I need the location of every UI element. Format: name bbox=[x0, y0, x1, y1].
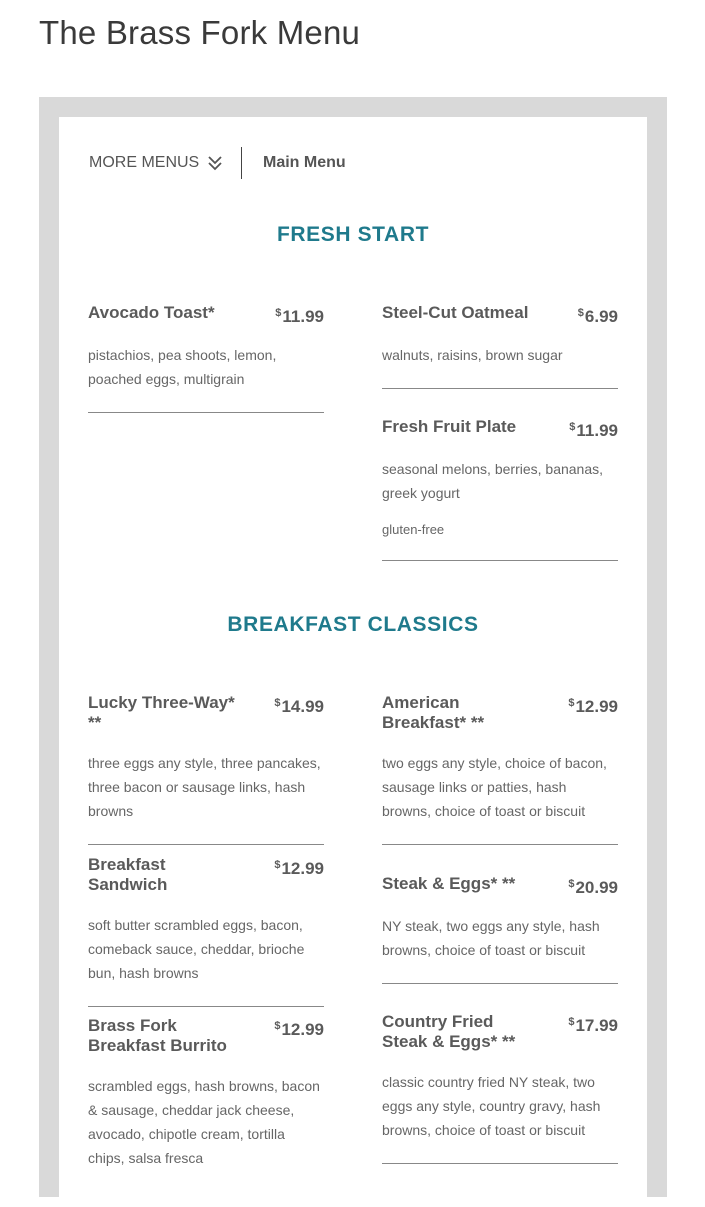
currency-symbol: $ bbox=[568, 697, 575, 709]
divider bbox=[382, 560, 618, 561]
menu-item bbox=[382, 693, 618, 845]
item-name: Brass Fork Breakfast Burrito bbox=[88, 1016, 227, 1055]
menu-item bbox=[382, 303, 618, 389]
item-description: pistachios, pea shoots, lemon, poached eggs, multigrain bbox=[88, 347, 277, 387]
item-name: Lucky Three-Way* ** bbox=[88, 693, 235, 732]
item-name: Breakfast Sandwich bbox=[88, 855, 168, 894]
section-title: BREAKFAST CLASSICS bbox=[227, 613, 479, 636]
divider bbox=[382, 844, 618, 845]
dietary-tag: gluten-free bbox=[382, 522, 445, 537]
menu-frame bbox=[39, 97, 667, 1197]
item-price: $11.99 bbox=[569, 421, 618, 440]
current-menu-tab[interactable]: Main Menu bbox=[263, 154, 346, 171]
currency-symbol: $ bbox=[577, 307, 584, 319]
menu-item bbox=[88, 693, 324, 845]
item-description: two eggs any style, choice of bacon, sausage links or patties, hash browns, choice of toast or biscuit bbox=[382, 755, 607, 819]
currency-symbol: $ bbox=[274, 859, 281, 871]
item-description: NY steak, two eggs any style, hash browns, choice of toast or biscuit bbox=[382, 918, 600, 958]
divider bbox=[88, 412, 324, 413]
menu-divider bbox=[241, 147, 242, 179]
item-name: Steak & Eggs* ** bbox=[382, 874, 516, 893]
item-price: $14.99 bbox=[274, 697, 324, 716]
menu-card bbox=[59, 117, 647, 1207]
menu-item bbox=[382, 1012, 618, 1164]
double-chevron-down-icon bbox=[207, 155, 223, 171]
currency-symbol: $ bbox=[274, 1020, 281, 1032]
item-name: Country Fried Steak & Eggs* ** bbox=[382, 1012, 516, 1051]
currency-symbol: $ bbox=[568, 878, 575, 890]
divider bbox=[382, 1163, 618, 1164]
divider bbox=[88, 1006, 324, 1007]
item-description: scrambled eggs, hash browns, bacon & sausage, cheddar jack cheese, avocado, chipotle cream, tortilla chips, salsa fresca bbox=[88, 1078, 320, 1166]
menu-item bbox=[88, 855, 324, 1007]
menu-item bbox=[382, 874, 618, 984]
divider bbox=[382, 983, 618, 984]
item-price: $12.99 bbox=[274, 1020, 324, 1039]
item-price: $20.99 bbox=[568, 878, 618, 897]
item-description: classic country fried NY steak, two eggs any style, country gravy, hash browns, choice of toast or biscuit bbox=[382, 1074, 601, 1138]
menu-item bbox=[88, 303, 324, 413]
item-description: seasonal melons, berries, bananas, greek yogurt bbox=[382, 461, 604, 501]
more-menus-button[interactable] bbox=[89, 154, 223, 172]
item-name: Fresh Fruit Plate bbox=[382, 417, 517, 436]
currency-symbol: $ bbox=[275, 307, 282, 319]
page-title: The Brass Fork Menu bbox=[39, 14, 361, 51]
currency-symbol: $ bbox=[274, 697, 281, 709]
currency-symbol: $ bbox=[569, 421, 576, 433]
menu-nav bbox=[89, 147, 489, 179]
item-description: three eggs any style, three pancakes, three bacon or sausage links, hash browns bbox=[88, 755, 321, 819]
item-description: walnuts, raisins, brown sugar bbox=[382, 347, 563, 363]
item-price: $12.99 bbox=[274, 859, 324, 878]
item-price: $11.99 bbox=[275, 307, 324, 326]
item-price: $17.99 bbox=[568, 1016, 618, 1035]
item-price: $6.99 bbox=[577, 307, 618, 326]
section-title: FRESH START bbox=[276, 223, 430, 246]
item-name: Avocado Toast* bbox=[88, 303, 215, 322]
divider bbox=[88, 844, 324, 845]
more-menus-label: MORE MENUS bbox=[89, 154, 200, 171]
item-name: Steel-Cut Oatmeal bbox=[382, 303, 529, 322]
divider bbox=[382, 388, 618, 389]
item-description: soft butter scrambled eggs, bacon, comeback sauce, cheddar, brioche bun, hash browns bbox=[88, 917, 305, 981]
item-name: American Breakfast* ** bbox=[382, 693, 485, 732]
item-price: $12.99 bbox=[568, 697, 618, 716]
menu-item bbox=[88, 1016, 324, 1170]
menu-item bbox=[382, 417, 618, 561]
currency-symbol: $ bbox=[568, 1016, 575, 1028]
